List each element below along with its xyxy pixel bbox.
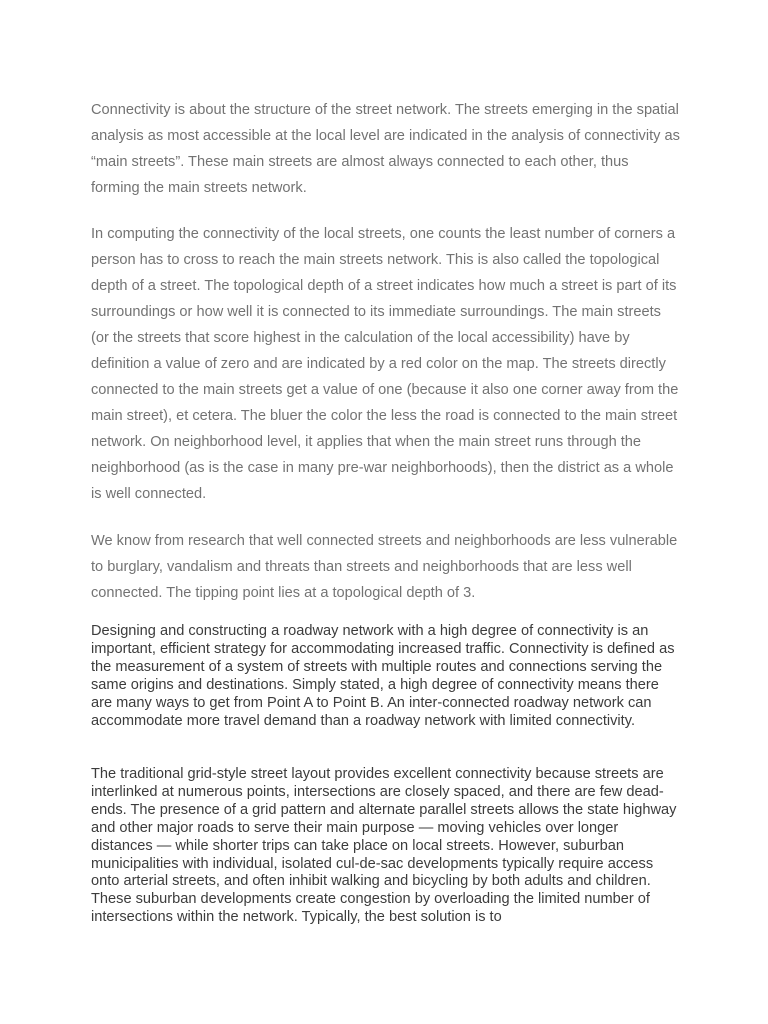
paragraph-connectivity-intro: Connectivity is about the structure of the street network. The streets emerging in the spatial analysis as most accessible at the local level are indicated in the analysis of connectivity as “main streets”. These main streets are almost always connected to each other, thus forming the main streets network. [91, 102, 680, 196]
paragraph-grid-layout: The traditional grid-style street layout provides excellent connectivity because streets are interlinked at numerous points, intersections are closely spaced, and there are few dead-ends. The presence of a grid pattern and alternate parallel streets allows the state highway and other major roads to serve their main purpose — moving vehicles over longer distances — while shorter trips can take place on local streets. However, suburban municipalities with individual, isolated cul-de-sac developments typically require access onto arterial streets, and often inhibit walking and bicycling by both adults and children. These suburban developments create congestion by overloading the limited number of intersections within the network. Typically, the best solution is to [91, 766, 677, 926]
paragraph-roadway-network: Designing and constructing a roadway network with a high degree of connectivity is an important, efficient strategy for accommodating increased traffic. Connectivity is defined as the measurement of a system of streets with multiple routes and connections serving the same origins and destinations. Simply stated, a high degree of connectivity means there are many ways to get from Point A to Point B. An inter-connected roadway network can accommodate more travel demand than a roadway network with limited connectivity. [91, 623, 675, 729]
paragraph-research-findings: We know from research that well connected streets and neighborhoods are less vulnerable to burglary, vandalism and threats than streets and neighborhoods that are less well connected. The tipping point lies at a topological depth of 3. [91, 533, 678, 601]
paragraph-topological-depth: In computing the connectivity of the local streets, one counts the least number of corners a person has to cross to reach the main streets network. This is also called the topological depth of a street. The topological depth of a street indicates how much a street is part of its surroundings or how well it is connected to its immediate surroundings. The main streets (or the streets that score highest in the calculation of the local accessibility) have by definition a value of zero and are indicated by a red color on the map. The streets directly connected to the main streets get a value of one (because it also one corner away from the main street), et cetera. The bluer the color the less the road is connected to the main street network. On neighborhood level, it applies that when the main street runs through the neighborhood (as is the case in many pre-war neighborhoods), then the district as a whole is well connected. [91, 226, 679, 502]
